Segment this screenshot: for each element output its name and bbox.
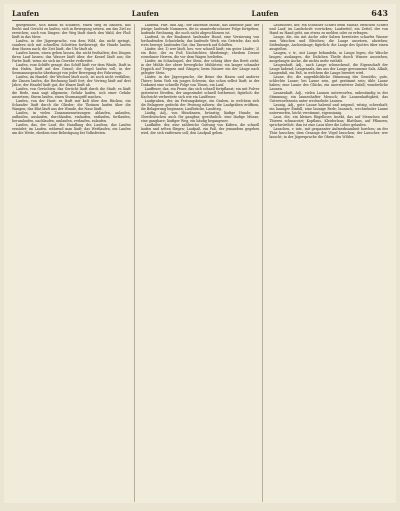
entry-paragraph: Laufen, von der Haut: es läuft mir kalt über den Rücken, ein Schauder läuft durch die Glieder; die Thränen laufen über die Wangen; das Blut läuft aus der Wunde, die Nase läuft. <box>12 99 131 111</box>
entry-paragraph: Läufig, Adj., von Hündinnen, brünstig; läufige Hunde; im Oberdeutschen auch für gangbar, gewöhnlich: eine läufige Münze, eine gangbare; läufiger Weg, ein häufig begangener. <box>140 111 260 123</box>
entry-paragraph: Lauschen, v. intr., mit gespannter Aufmerksamkeit horchen; an der Thür lauschen; dem Gesange der Vögel lauschen; der Lauscher, wer lauscht; in der Jägersprache die Ohren des Wildes. <box>269 126 388 139</box>
entry-paragraph: Lauffeuer, das, ein Feuer, das sich schnell fortpflanzt; ein mit Pulver gestreuter Streifen, der angezündet schnell fortbrennt; figürlich: die Nachricht verbreitete sich wie ein Lauffeuer. <box>140 86 260 99</box>
entry-paragraph: gelegenheit, sich Raum zu schaffen, einen Weg zu bahnen, das Recht und Gericht zu laufen; sich in Bewegung setzen, um das Ziel zu erreichen; auch von Dingen: der Weg läuft durch den Wald, der Fluß läuft in das Meer. <box>12 24 131 39</box>
page-number: 643 <box>371 8 388 18</box>
entry-paragraph: Laufen, das, der Lauf, die Handlung des Laufens; das Laufen ermüdet; im Laufen, während man läuft; das Wettlaufen, ein Laufen um die Wette, ehedem eine Belustigung bei Volksfesten. <box>12 123 131 135</box>
header-left-word: Laufen <box>12 9 40 18</box>
column-1 <box>12 24 135 502</box>
entry-paragraph: Laufschritt, der, ein schneller Schritt beim Militär, zwischen Schritt und Lauf; im Laufschritt vorrücken; Laufzettel, ein Zettel, der von Hand zu Hand geht, um etwas zu melden oder zu erfragen. <box>269 24 388 35</box>
entry-paragraph: Laufgraben, der, im Festungskriege, ein Graben, in welchem sich die Belagerer gedeckt der Festung nähern; die Laufgräben eröffnen, die Belagerung beginnen; Laufbrücke, Laufsteg. <box>140 99 260 111</box>
entry-paragraph: Läufer, im Schachspiel, der Stein, der schräg über das Brett zieht; in der Mühle der obere bewegliche Mühlstein; ein langer schmaler Teppich auf Treppen und Gängen; beim Maurer ein der Länge nach gelegter Stein. <box>140 59 260 75</box>
header-right-word: Laufen <box>251 9 279 18</box>
entry-paragraph: Laufen, in der Jägersprache, von dem Wild, das nicht springt, sondern sich mit schnellen Schritten fortbewegt; die Hunde laufen dem Hasen nach; die Zeit läuft, die Uhr läuft ab. <box>12 38 131 51</box>
entry-paragraph: Läufer, der, 1) wer läuft, bes. wer schnell läuft; ein guter Läufer; 2) ein Bote, der zu Fuß Nachrichten überbringt; ehedem Diener vornehmer Herren, die vor dem Wagen herliefen. <box>140 47 260 59</box>
text-columns <box>12 24 388 502</box>
column-3 <box>269 24 388 502</box>
entry-paragraph: Läufer, in der Jägersprache, die Beine des Hasen und anderer Thiere; beim Vieh ein junges Schwein, das schon selbst läuft; in der Tonkunst eine schnelle Folge von Tönen, ein Lauf. <box>140 74 260 87</box>
entry-paragraph: Laugenhaft, Adj., nach Lauge schmeckend, die Eigenschaft der Lauge habend; Laugensalz, das aus der Lauge gewonnene Salz, Alkali; Laugenfaß, ein Faß, in welchem die Lauge bereitet wird. <box>269 62 388 75</box>
entry-paragraph: Laufend, Part. und Adj.: der laufende Monat, das laufende Jahr, der jetzige; laufende Nummern, die in ununterbrochener Folge fortgehen; laufende Rechnung, die noch nicht abgeschlossen ist. <box>140 24 260 35</box>
entry-paragraph: Laufend, in der Baukunst: laufender Hund, eine Verzierung von fortlaufenden Schnörkeln; das laufende Werk, ein Getriebe, das sich stets bewegt; laufendes Gut, das Tauwerk auf Schiffen. <box>140 35 260 47</box>
page-header <box>12 8 388 21</box>
entry-paragraph: Laufen, im Handel: der Wechsel läuft noch, ist noch nicht verfallen; die Zinsen laufen, die Rechnung läuft fort; der Vertrag läuft auf drei Jahre; der Handel läuft gut, die Waare läuft ab. <box>12 74 131 87</box>
entry-paragraph: Laufen, von Gerüchten: das Gerücht läuft durch die Stadt; es läuft die Rede, man sagt allgemein; Gefahr laufen, sich einer Gefahr aussetzen; Sturm laufen, einen Sturmangriff machen. <box>12 86 131 99</box>
entry-paragraph: Laus, die, ein kleines flügelloses Insekt, das auf Menschen und Thieren schmarotzt; Kopflaus, Kleiderlaus; Blattlaus, auf Pflanzen; sprichwörtlich: ihm ist eine Laus über die Leber gelaufen. <box>269 114 388 127</box>
header-center-word: Laufen <box>131 9 159 18</box>
dictionary-page <box>4 4 396 503</box>
entry-paragraph: Laugen, v. tr., mit Lauge behandeln, in Lauge legen; die Wäsche laugen; auslaugen, die löslichen Theile durch Wasser ausziehen; ausgelaugte Asche, die nichts mehr enthält. <box>269 50 388 63</box>
entry-paragraph: Laune, die, die augenblickliche Stimmung des Gemüths; gute, schlechte Laune; bei Laune sein, gut gestimmt sein; üble Laune haben; eine Laune des Glücks, ein unerwarteter Zufall; wunderliche Launen. <box>269 74 388 91</box>
entry-paragraph: Laufkäfer, der, eine zahlreiche Gattung von Käfern, die schnell laufen und selten fliegen; Laufpaß, ein Paß, der jemandem gegeben wird, der sich entfernen soll; den Laufpaß geben. <box>140 123 260 135</box>
column-2 <box>141 24 264 502</box>
entry-paragraph: Launig, Adj., gute Laune habend und zeigend, witzig, scherzhaft; ein launiger Einfall, eine launige Rede; launisch, wechselnder Laune unterworfen, leicht verstimmt, eigensinnig. <box>269 102 388 115</box>
entry-paragraph: Launenhaft, Adj., vielen Launen unterworfen, unbeständig in der Stimmung; ein launenhafter Mensch; die Launenhaftigkeit, das Unterworfensein unter wechselnde Launen. <box>269 90 388 103</box>
entry-paragraph: Lauge, die, ein mit Asche oder Salzen bereitetes scharfes Wasser zum Waschen und Bleichen; die Lauge ansetzen, abziehen; Seifenlauge, Aschenlauge; figürlich: die Lauge des Spottes über einen ausgießen. <box>269 35 388 51</box>
entry-paragraph: Laufen, in vielen Zusammensetzungen: ablaufen, anlaufen, auflaufen, auslaufen, durchlaufen, einlaufen, entlaufen, fortlaufen, herumlaufen, nachlaufen, umlaufen, verlaufen, zulaufen. <box>12 111 131 123</box>
entry-paragraph: Laufen, vom Schiffe gesagt: das Schiff läuft vor dem Winde, läuft in den Hafen, läuft auf den Grund; die Segel laufen voll; in der Seemannssprache überhaupt von jeder Bewegung des Fahrzeugs. <box>12 62 131 75</box>
entry-paragraph: Laufen lassen, einen gehen lassen, ihn nicht festhalten; den Dingen ihren Lauf lassen; das Wasser läuft über, der Kessel läuft aus; die Farbe läuft, wenn sie sich im Gewebe verbreitet. <box>12 50 131 63</box>
